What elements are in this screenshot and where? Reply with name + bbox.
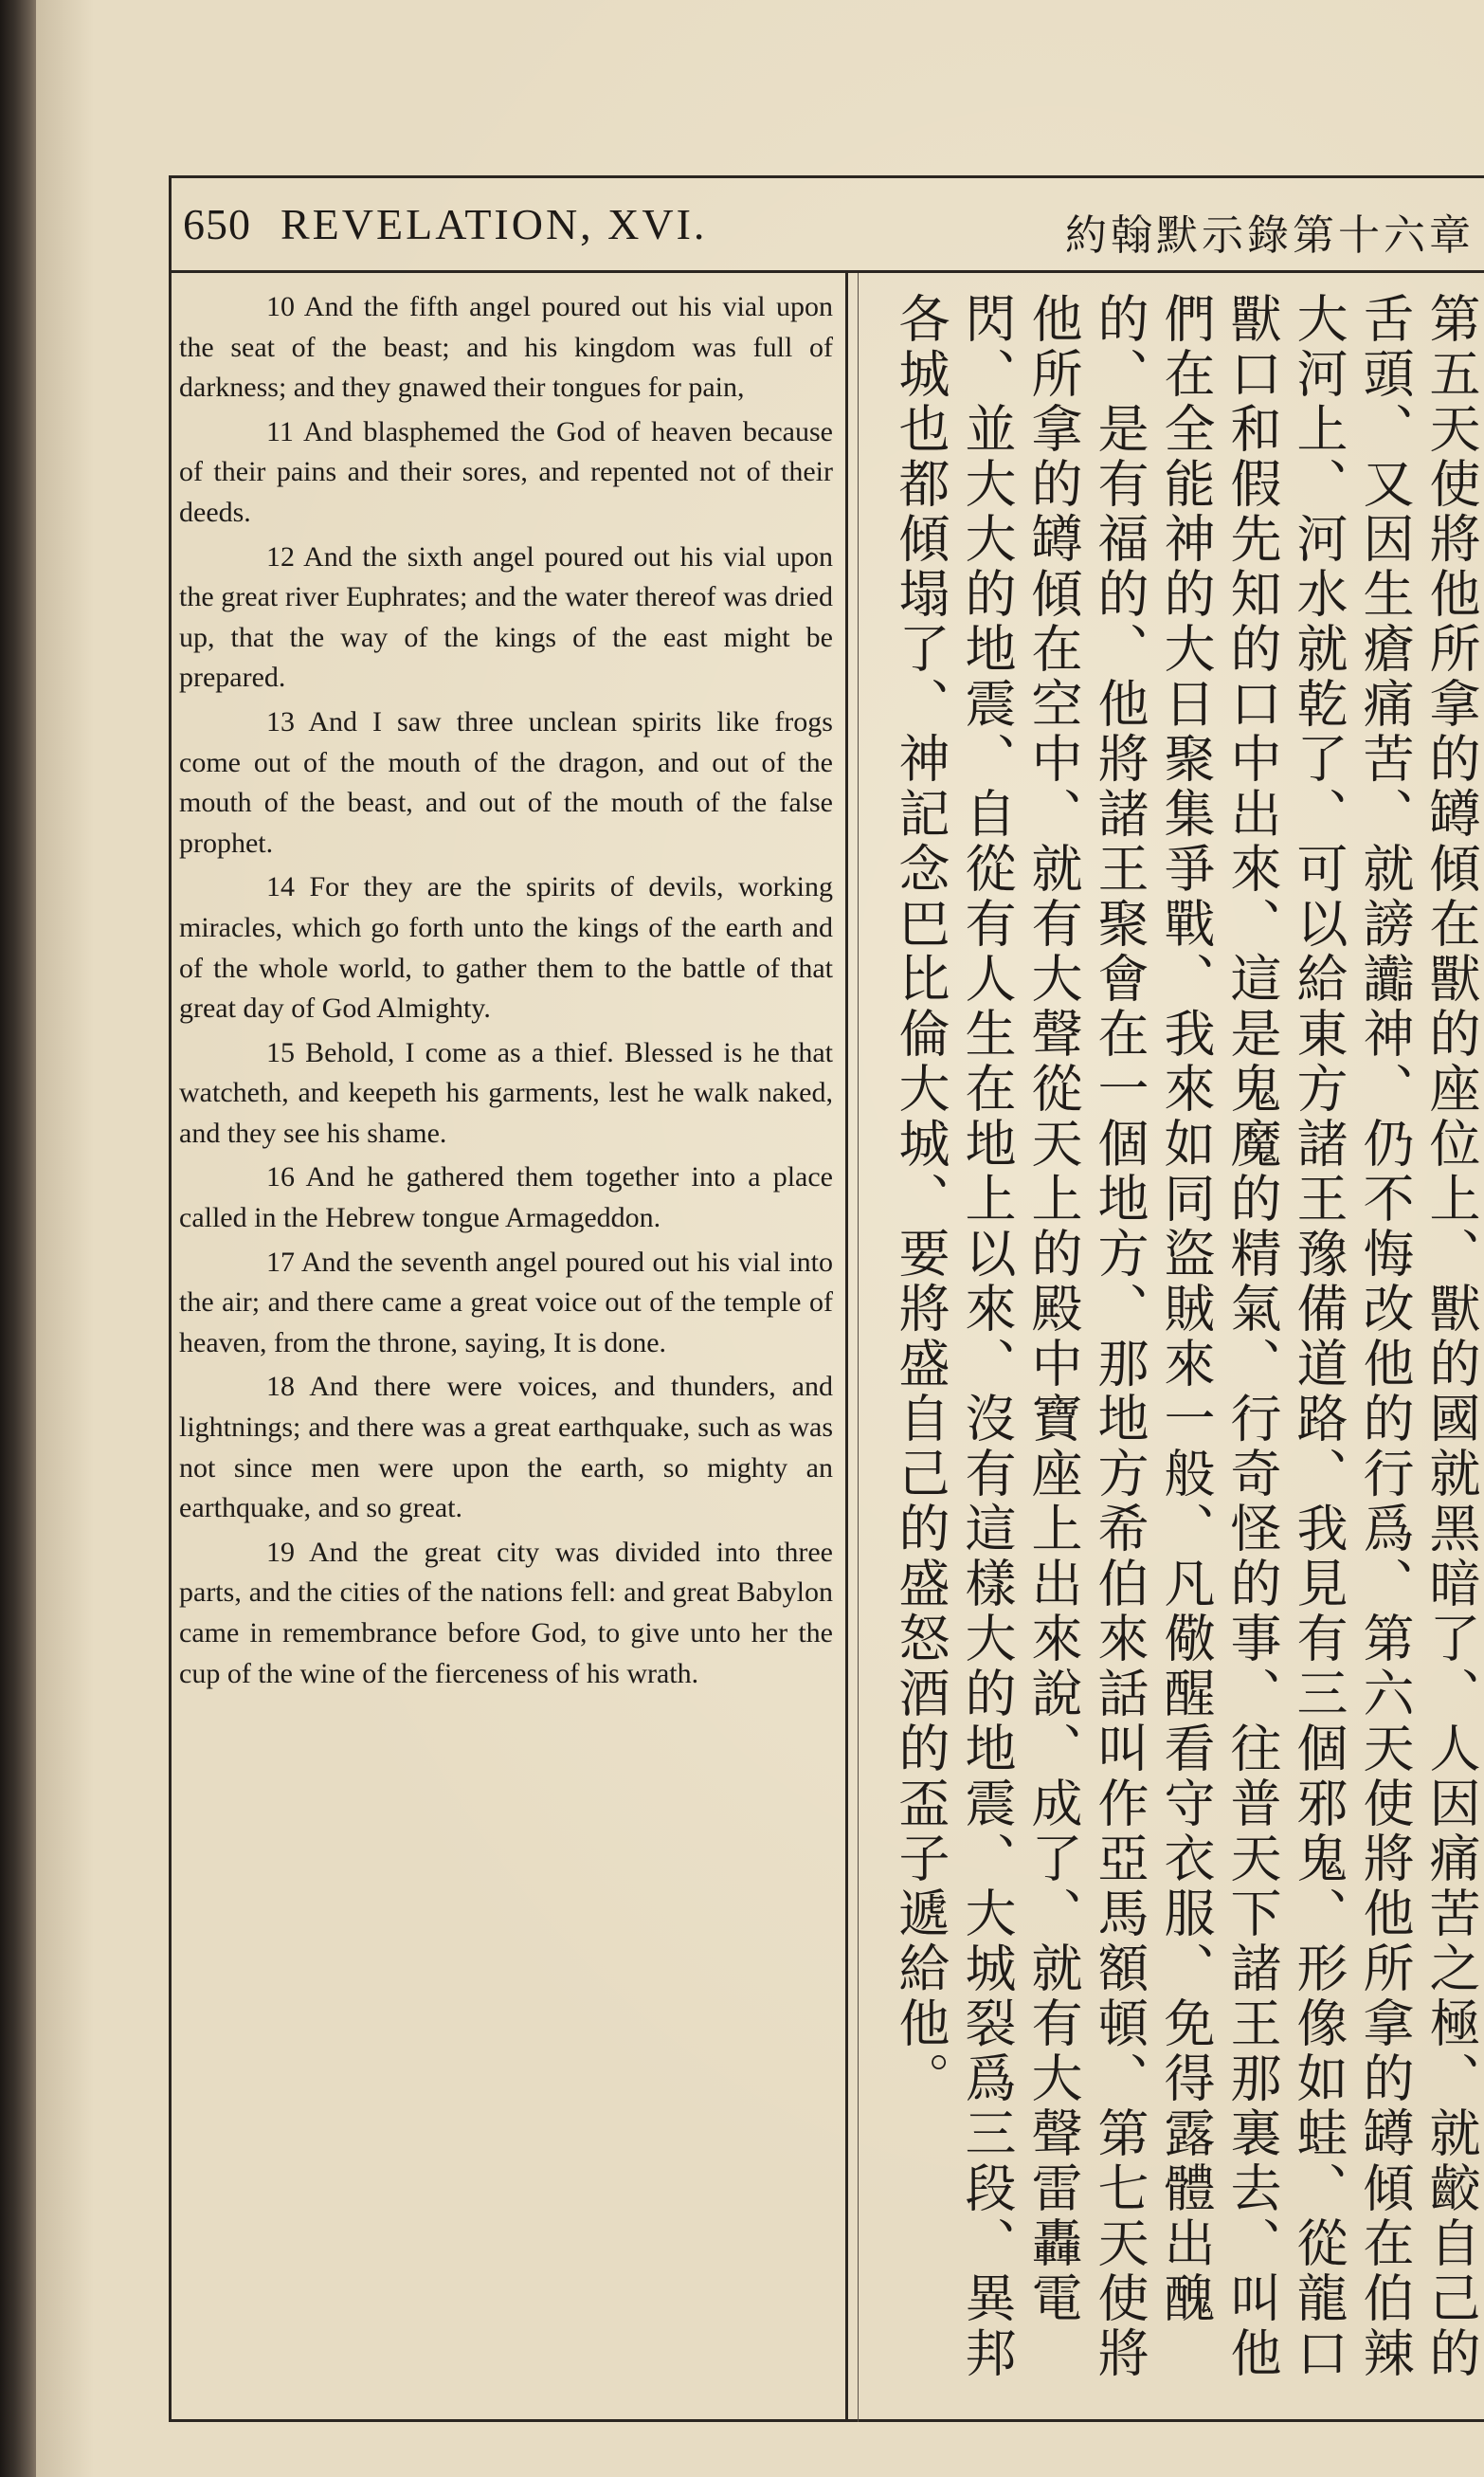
verse-text: And the seventh angel poured out his vial into the air; and there came a great voice out of the temple of heaven, from the throne, saying, It is done. <box>179 1246 833 1358</box>
column-divider-thin <box>858 273 859 2422</box>
verse <box>179 412 833 534</box>
verse-number: 17 <box>266 1246 295 1278</box>
verse-number: 14 <box>266 871 295 903</box>
verse-text: For they are the spirits of devils, working miracles, which go forth unto the kings of the earth and of the whole world, to gather them to the battle of that great day of God Almighty. <box>179 871 833 1025</box>
verse-number: 12 <box>266 540 295 573</box>
verse <box>179 1243 833 1364</box>
verse <box>179 537 833 699</box>
verse-text: And the fifth angel poured out his vial upon the seat of the beast; and his kingdom was full of darkness; and they gnawed their tongues for pain, <box>179 291 833 404</box>
book-spine <box>0 0 38 2477</box>
book-chapter-title: REVELATION, XVI. <box>281 200 708 248</box>
verse <box>179 1533 833 1694</box>
verse-text: And the great city was divided into three parts, and the cities of the nations fell: and great Babylon came in remembrance before God, to give unto her the cup of the wine of the fierceness of his wrath. <box>179 1536 833 1689</box>
running-header <box>172 178 1484 273</box>
verse <box>179 1033 833 1155</box>
book-page <box>36 0 1484 2477</box>
chinese-chapter-title: 約翰默示錄第十六章 <box>1065 211 1475 260</box>
verse-text: Behold, I come as a thief. Blessed is he that watcheth, and keepeth his garments, lest he walk naked, and they see his shame. <box>179 1036 833 1149</box>
verse-text: And he gathered them together into a place called in the Hebrew tongue Armageddon. <box>179 1161 833 1234</box>
verse-number: 16 <box>266 1161 295 1193</box>
verse-number: 11 <box>266 415 294 447</box>
verse <box>179 1157 833 1238</box>
verse-number: 13 <box>266 705 295 738</box>
verse <box>179 287 833 409</box>
verse <box>179 867 833 1029</box>
verse-text: And blasphemed the God of heaven because of their pains and their sores, and repented not of their deeds. <box>179 415 833 528</box>
chinese-column <box>878 292 1484 2406</box>
english-column <box>179 287 833 1698</box>
verse-number: 19 <box>266 1536 295 1568</box>
verse-text: And the sixth angel poured out his vial upon the great river Euphrates; and the water thereof was dried up, that the way of the kings of the east might be prepared. <box>179 540 833 694</box>
verse-number: 18 <box>266 1371 295 1403</box>
verse <box>179 1367 833 1528</box>
column-divider <box>845 273 848 2422</box>
verse-text: And there were voices, and thunders, and lightnings; and there was a great earthquake, such as was not since men were upon the earth, so mighty an earthquake, and so great. <box>179 1371 833 1524</box>
text-frame <box>169 175 1484 2422</box>
verse-text: And I saw three unclean spirits like frogs come out of the mouth of the dragon, and out of the mouth of the beast, and out of the mouth of the false prophet. <box>179 705 833 859</box>
verse-number: 15 <box>266 1036 295 1068</box>
chinese-passage: 第五天使將他所拿的罇傾在獸的座位上、獸的國就黑暗了、人因痛苦之極、就齩自己的舌頭、又因生瘡痛苦、就謗讟神、仍不悔改他的行爲、第六天使將他所拿的罇傾在伯辣大河上、河水就乾了、可以給東方諸王豫備道路、我見有三個邪鬼、形像如蛙、從龍口獸口和假先知的口中出來、這是鬼魔的精氣、行奇怪的事、往普天下諸王那裏去、叫他們在全能神的大日聚集爭戰、我來如同盜賊來一般、凡儆醒看守衣服、免得露體出醜的、是有福的、他將諸王聚會在一個地方、那地方希伯來話叫作亞馬額頓、第七天使將他所拿的罇傾在空中、就有大聲從天上的殿中寶座上出來說、成了、就有大聲雷轟電閃、並大大的地震、自從有人生在地上以來、沒有這樣大的地震、大城裂爲三段、異邦各城也都傾塌了、神記念巴比倫大城、要將盛自己的盛怒酒的盃子遞給他。 <box>891 292 1481 2381</box>
verse-number: 10 <box>266 291 295 322</box>
verse <box>179 702 833 864</box>
page-number: 650 <box>183 200 251 248</box>
